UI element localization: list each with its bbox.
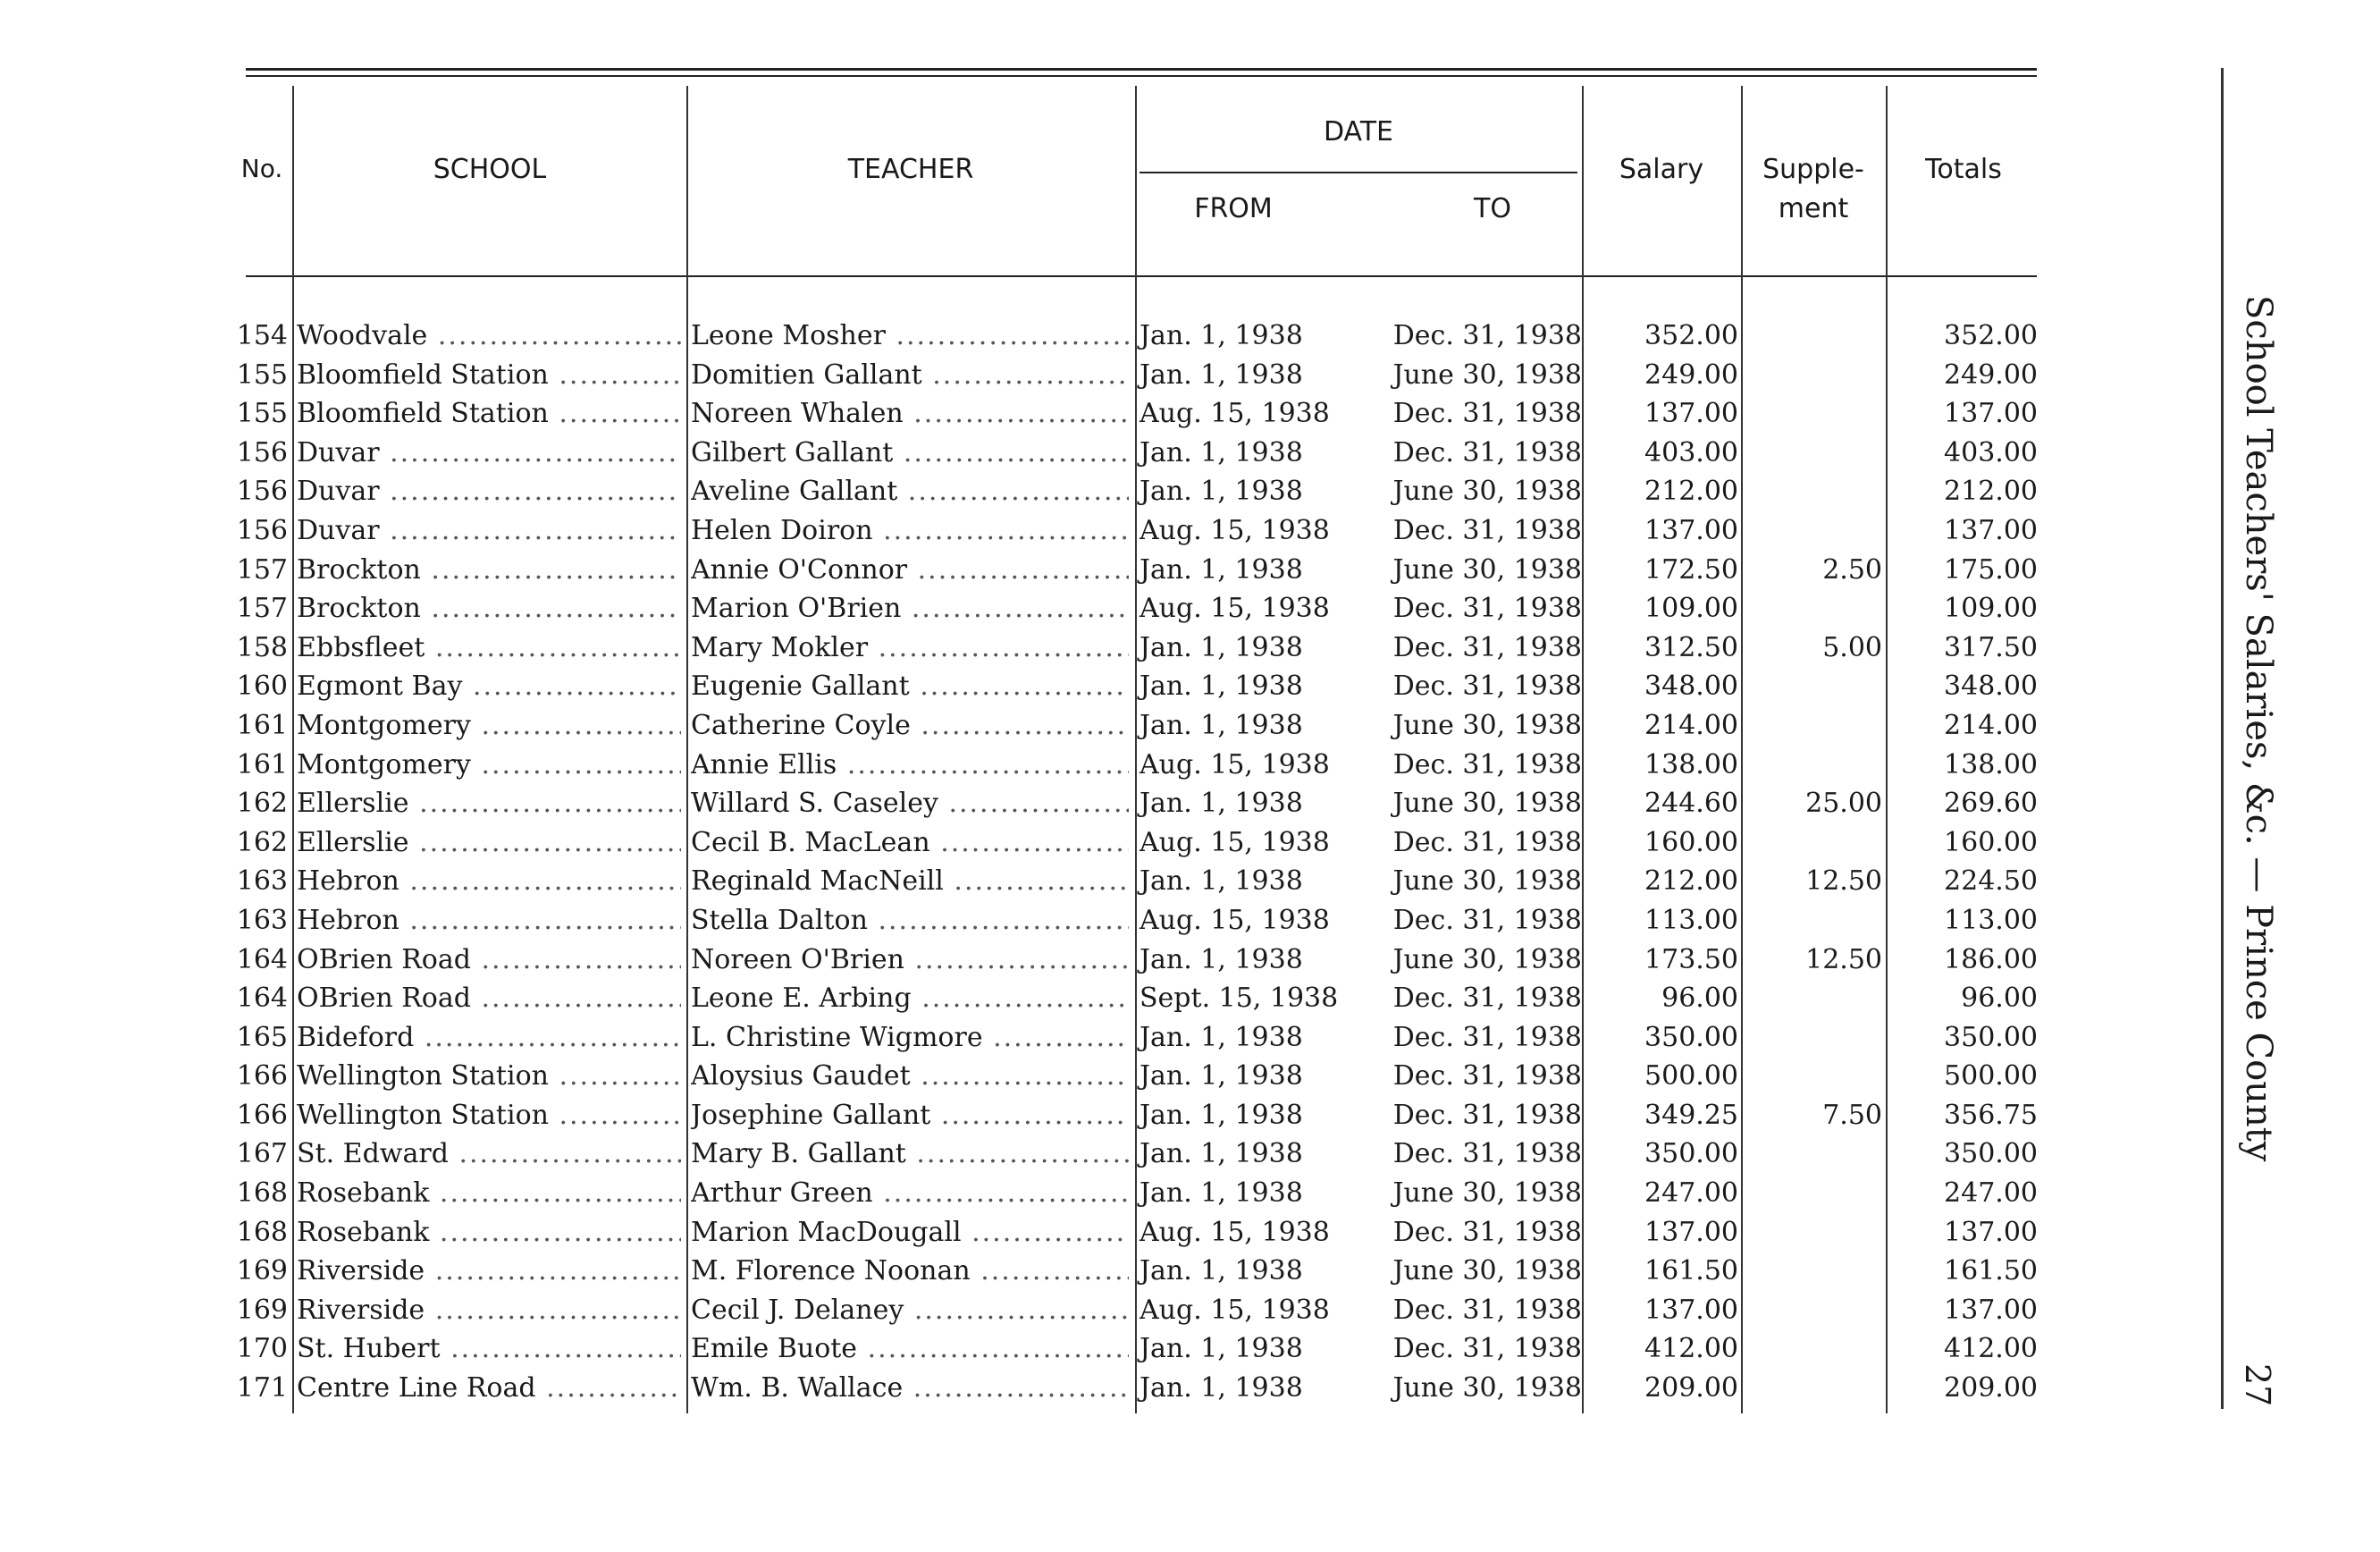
salary-amount: 212.00 xyxy=(1644,476,1738,508)
row-number: 156 xyxy=(236,514,288,546)
teacher-name: Annie Ellis ..... xyxy=(691,746,1129,785)
total-amount: 109.00 xyxy=(1944,593,2038,625)
salary-amount: 109.00 xyxy=(1644,593,1738,625)
date-from: Jan. 1, 1938 xyxy=(1140,1099,1303,1131)
teacher-name: Marion MacDougall ..... xyxy=(691,1213,1129,1253)
date-to: Dec. 31, 1938 xyxy=(1392,1333,1582,1365)
teacher-name: Aloysius Gaudet ..... xyxy=(691,1057,1129,1096)
row-number: 165 xyxy=(236,1021,288,1053)
header-teacher: TEACHER xyxy=(847,154,974,185)
date-from: Jan. 1, 1938 xyxy=(1140,1333,1303,1365)
date-from: Jan. 1, 1938 xyxy=(1140,436,1303,468)
header-no: No. xyxy=(240,154,283,183)
supplement-amount: 5.00 xyxy=(1822,631,1882,663)
side-divider xyxy=(2221,68,2224,1409)
row-number: 169 xyxy=(236,1294,288,1326)
row-number: 155 xyxy=(236,358,288,391)
teacher-name: Eugenie Gallant ..... xyxy=(691,667,1129,706)
date-to: Dec. 31, 1938 xyxy=(1392,593,1582,625)
row-number: 163 xyxy=(236,904,288,936)
school-name: Wellington Station ..... xyxy=(297,1096,681,1135)
date-to: June 30, 1938 xyxy=(1392,1255,1582,1287)
row-number: 162 xyxy=(236,826,288,858)
table-row xyxy=(0,628,2056,668)
date-to: Dec. 31, 1938 xyxy=(1392,1060,1582,1092)
table-row xyxy=(0,940,2056,980)
salary-amount: 247.00 xyxy=(1644,1177,1738,1210)
table-row xyxy=(0,1096,2056,1135)
teacher-name: Annie O'Connor ..... xyxy=(691,551,1129,590)
row-number: 157 xyxy=(236,593,288,625)
salary-amount: 173.50 xyxy=(1644,943,1738,975)
salary-amount: 137.00 xyxy=(1644,514,1738,546)
row-number: 168 xyxy=(236,1177,288,1210)
total-amount: 186.00 xyxy=(1944,943,2038,975)
date-from: Jan. 1, 1938 xyxy=(1140,943,1303,975)
salary-amount: 214.00 xyxy=(1644,709,1738,741)
page-number: 27 xyxy=(2238,1363,2277,1407)
total-amount: 269.60 xyxy=(1944,788,2038,820)
date-from: Jan. 1, 1938 xyxy=(1140,1021,1303,1053)
date-to: Dec. 31, 1938 xyxy=(1392,398,1582,430)
teacher-name: Noreen Whalen ..... xyxy=(691,394,1129,434)
date-from: Jan. 1, 1938 xyxy=(1140,1060,1303,1092)
table-row xyxy=(0,1329,2056,1369)
row-number: 154 xyxy=(236,320,288,351)
salary-amount: 212.00 xyxy=(1644,865,1738,898)
school-name: Woodvale ..... xyxy=(297,316,681,356)
school-name: Hebron ..... xyxy=(297,862,681,901)
table-row xyxy=(0,667,2056,706)
date-to: Dec. 31, 1938 xyxy=(1392,514,1582,546)
salary-amount: 312.50 xyxy=(1644,631,1738,663)
school-name: Centre Line Road ..... xyxy=(297,1369,681,1408)
teacher-name: Cecil B. MacLean ..... xyxy=(691,823,1129,863)
date-from: Aug. 15, 1938 xyxy=(1140,826,1330,858)
date-from: Jan. 1, 1938 xyxy=(1140,553,1303,586)
row-number: 164 xyxy=(236,943,288,975)
total-amount: 138.00 xyxy=(1944,748,2038,780)
school-name: Rosebank ..... xyxy=(297,1174,681,1213)
date-to: Dec. 31, 1938 xyxy=(1392,631,1582,663)
row-number: 171 xyxy=(236,1372,288,1404)
date-to: June 30, 1938 xyxy=(1392,1177,1582,1210)
school-name: St. Edward ..... xyxy=(297,1134,681,1174)
total-amount: 137.00 xyxy=(1944,514,2038,546)
date-to: Dec. 31, 1938 xyxy=(1392,1294,1582,1326)
header-salary: Salary xyxy=(1619,154,1704,185)
supplement-amount: 2.50 xyxy=(1822,553,1882,586)
header-from: FROM xyxy=(1194,193,1273,224)
date-from: Aug. 15, 1938 xyxy=(1140,1216,1330,1248)
salary-amount: 403.00 xyxy=(1644,436,1738,468)
row-number: 163 xyxy=(236,865,288,898)
table-row xyxy=(0,1291,2056,1330)
header-totals: Totals xyxy=(1925,154,2002,185)
teacher-name: L. Christine Wigmore ..... xyxy=(691,1018,1129,1058)
supplement-amount: 12.50 xyxy=(1805,865,1882,898)
table-row xyxy=(0,1018,2056,1058)
table-row xyxy=(0,979,2056,1018)
total-amount: 175.00 xyxy=(1944,553,2038,586)
salary-amount: 349.25 xyxy=(1644,1099,1738,1131)
school-name: Duvar ..... xyxy=(297,434,681,473)
date-from: Jan. 1, 1938 xyxy=(1140,1138,1303,1170)
row-number: 161 xyxy=(236,748,288,780)
total-amount: 352.00 xyxy=(1944,320,2038,351)
total-amount: 209.00 xyxy=(1944,1372,2038,1404)
table-row xyxy=(0,316,2056,356)
date-to: June 30, 1938 xyxy=(1392,553,1582,586)
date-from: Sept. 15, 1938 xyxy=(1140,983,1339,1015)
salary-amount: 137.00 xyxy=(1644,1216,1738,1248)
table-row xyxy=(0,823,2056,863)
date-from: Aug. 15, 1938 xyxy=(1140,514,1330,546)
row-number: 162 xyxy=(236,788,288,820)
row-number: 167 xyxy=(236,1138,288,1170)
school-name: Bideford ..... xyxy=(297,1018,681,1058)
school-name: Bloomfield Station ..... xyxy=(297,356,681,395)
table-row xyxy=(0,746,2056,785)
header-to: TO xyxy=(1474,193,1511,224)
salary-amount: 138.00 xyxy=(1644,748,1738,780)
row-number: 160 xyxy=(236,671,288,703)
teacher-name: Wm. B. Wallace ..... xyxy=(691,1369,1129,1408)
date-to: Dec. 31, 1938 xyxy=(1392,320,1582,351)
teacher-name: Mary Mokler ..... xyxy=(691,628,1129,668)
date-from: Jan. 1, 1938 xyxy=(1140,320,1303,351)
salary-amount: 249.00 xyxy=(1644,358,1738,391)
school-name: Duvar ..... xyxy=(297,472,681,511)
teacher-name: Helen Doiron ..... xyxy=(691,511,1129,551)
total-amount: 412.00 xyxy=(1944,1333,2038,1365)
table-row xyxy=(0,434,2056,473)
date-from: Jan. 1, 1938 xyxy=(1140,709,1303,741)
table-row xyxy=(0,706,2056,746)
date-to: Dec. 31, 1938 xyxy=(1392,1138,1582,1170)
salary-amount: 113.00 xyxy=(1644,904,1738,936)
total-amount: 160.00 xyxy=(1944,826,2038,858)
date-from: Jan. 1, 1938 xyxy=(1140,631,1303,663)
total-amount: 214.00 xyxy=(1944,709,2038,741)
header-school: SCHOOL xyxy=(433,154,547,185)
school-name: OBrien Road ..... xyxy=(297,979,681,1018)
school-name: Rosebank ..... xyxy=(297,1213,681,1253)
date-from: Jan. 1, 1938 xyxy=(1140,1255,1303,1287)
salary-amount: 348.00 xyxy=(1644,671,1738,703)
teacher-name: Marion O'Brien ..... xyxy=(691,589,1129,628)
total-amount: 350.00 xyxy=(1944,1138,2038,1170)
table-row xyxy=(0,901,2056,940)
salary-amount: 96.00 xyxy=(1661,983,1738,1015)
total-amount: 348.00 xyxy=(1944,671,2038,703)
supplement-amount: 25.00 xyxy=(1805,788,1882,820)
teacher-name: Leone E. Arbing ..... xyxy=(691,979,1129,1018)
table-row xyxy=(0,1252,2056,1291)
salary-amount: 412.00 xyxy=(1644,1333,1738,1365)
teacher-name: Arthur Green ..... xyxy=(691,1174,1129,1213)
row-number: 168 xyxy=(236,1216,288,1248)
school-name: Hebron ..... xyxy=(297,901,681,940)
header-supplement-line1: Supple- xyxy=(1762,154,1864,185)
total-amount: 317.50 xyxy=(1944,631,2038,663)
date-from: Jan. 1, 1938 xyxy=(1140,865,1303,898)
teacher-name: Josephine Gallant ..... xyxy=(691,1096,1129,1135)
teacher-name: Noreen O'Brien ..... xyxy=(691,940,1129,980)
date-to: June 30, 1938 xyxy=(1392,709,1582,741)
supplement-amount: 7.50 xyxy=(1822,1099,1882,1131)
total-amount: 356.75 xyxy=(1944,1099,2038,1131)
row-number: 166 xyxy=(236,1099,288,1131)
salary-amount: 137.00 xyxy=(1644,398,1738,430)
total-amount: 249.00 xyxy=(1944,358,2038,391)
school-name: Ebbsfleet ..... xyxy=(297,628,681,668)
table-row xyxy=(0,472,2056,511)
date-to: June 30, 1938 xyxy=(1392,943,1582,975)
total-amount: 247.00 xyxy=(1944,1177,2038,1210)
date-to: Dec. 31, 1938 xyxy=(1392,1099,1582,1131)
row-number: 161 xyxy=(236,709,288,741)
table-row xyxy=(0,551,2056,590)
teacher-name: Emile Buote ..... xyxy=(691,1329,1129,1369)
total-amount: 113.00 xyxy=(1944,904,2038,936)
row-number: 155 xyxy=(236,398,288,430)
date-from: Jan. 1, 1938 xyxy=(1140,1372,1303,1404)
date-to: Dec. 31, 1938 xyxy=(1392,748,1582,780)
top-rule-2 xyxy=(246,75,2037,77)
school-name: Ellerslie ..... xyxy=(297,784,681,823)
table-row xyxy=(0,1057,2056,1096)
school-name: Riverside ..... xyxy=(297,1252,681,1291)
date-to: June 30, 1938 xyxy=(1392,865,1582,898)
salary-amount: 352.00 xyxy=(1644,320,1738,351)
side-title: School Teachers' Salaries, &c. — Prince County xyxy=(2238,295,2279,1162)
teacher-name: Stella Dalton ..... xyxy=(691,901,1129,940)
school-name: Duvar ..... xyxy=(297,511,681,551)
total-amount: 161.50 xyxy=(1944,1255,2038,1287)
row-number: 164 xyxy=(236,983,288,1015)
date-from: Jan. 1, 1938 xyxy=(1140,788,1303,820)
salary-amount: 137.00 xyxy=(1644,1294,1738,1326)
date-from: Aug. 15, 1938 xyxy=(1140,398,1330,430)
date-to: Dec. 31, 1938 xyxy=(1392,671,1582,703)
school-name: Brockton ..... xyxy=(297,551,681,590)
school-name: Brockton ..... xyxy=(297,589,681,628)
date-to: June 30, 1938 xyxy=(1392,788,1582,820)
row-number: 169 xyxy=(236,1255,288,1287)
row-number: 170 xyxy=(236,1333,288,1365)
total-amount: 212.00 xyxy=(1944,476,2038,508)
teacher-name: Mary B. Gallant ..... xyxy=(691,1134,1129,1174)
total-amount: 137.00 xyxy=(1944,1216,2038,1248)
date-to: Dec. 31, 1938 xyxy=(1392,1216,1582,1248)
row-number: 158 xyxy=(236,631,288,663)
date-from: Jan. 1, 1938 xyxy=(1140,671,1303,703)
salary-amount: 350.00 xyxy=(1644,1021,1738,1053)
school-name: Riverside ..... xyxy=(297,1291,681,1330)
table-row xyxy=(0,862,2056,901)
salary-amount: 350.00 xyxy=(1644,1138,1738,1170)
date-to: June 30, 1938 xyxy=(1392,476,1582,508)
teacher-name: Leone Mosher ..... xyxy=(691,316,1129,356)
teacher-name: Catherine Coyle ..... xyxy=(691,706,1129,746)
school-name: Bloomfield Station ..... xyxy=(297,394,681,434)
school-name: Montgomery ..... xyxy=(297,706,681,746)
total-amount: 96.00 xyxy=(1961,983,2038,1015)
salary-amount: 209.00 xyxy=(1644,1372,1738,1404)
school-name: OBrien Road ..... xyxy=(297,940,681,980)
date-to: Dec. 31, 1938 xyxy=(1392,983,1582,1015)
supplement-amount: 12.50 xyxy=(1805,943,1882,975)
teacher-name: Reginald MacNeill ..... xyxy=(691,862,1129,901)
school-name: Montgomery ..... xyxy=(297,746,681,785)
table-row xyxy=(0,1174,2056,1213)
total-amount: 500.00 xyxy=(1944,1060,2038,1092)
table-row xyxy=(0,356,2056,395)
teacher-name: Cecil J. Delaney ..... xyxy=(691,1291,1129,1330)
table-row xyxy=(0,511,2056,551)
row-number: 157 xyxy=(236,553,288,586)
teacher-name: M. Florence Noonan ..... xyxy=(691,1252,1129,1291)
date-to: Dec. 31, 1938 xyxy=(1392,904,1582,936)
date-to: Dec. 31, 1938 xyxy=(1392,1021,1582,1053)
table-body xyxy=(0,316,2056,1408)
date-from: Aug. 15, 1938 xyxy=(1140,904,1330,936)
date-to: Dec. 31, 1938 xyxy=(1392,436,1582,468)
salary-amount: 160.00 xyxy=(1644,826,1738,858)
table-row xyxy=(0,784,2056,823)
salary-amount: 500.00 xyxy=(1644,1060,1738,1092)
teacher-name: Willard S. Caseley ..... xyxy=(691,784,1129,823)
row-number: 166 xyxy=(236,1060,288,1092)
total-amount: 224.50 xyxy=(1944,865,2038,898)
date-divider-rule xyxy=(1140,172,1577,173)
table-row xyxy=(0,589,2056,628)
total-amount: 137.00 xyxy=(1944,1294,2038,1326)
table-row xyxy=(0,1134,2056,1174)
date-from: Jan. 1, 1938 xyxy=(1140,358,1303,391)
date-to: June 30, 1938 xyxy=(1392,358,1582,391)
table-row xyxy=(0,1369,2056,1408)
total-amount: 137.00 xyxy=(1944,398,2038,430)
row-number: 156 xyxy=(236,476,288,508)
date-from: Aug. 15, 1938 xyxy=(1140,593,1330,625)
teacher-name: Gilbert Gallant ..... xyxy=(691,434,1129,473)
total-amount: 350.00 xyxy=(1944,1021,2038,1053)
salary-amount: 161.50 xyxy=(1644,1255,1738,1287)
salary-amount: 244.60 xyxy=(1644,788,1738,820)
top-rule-1 xyxy=(246,68,2037,71)
table-row xyxy=(0,1213,2056,1253)
school-name: Egmont Bay ..... xyxy=(297,667,681,706)
teacher-name: Domitien Gallant ..... xyxy=(691,356,1129,395)
table-row xyxy=(0,394,2056,434)
header-bottom-rule xyxy=(246,275,2037,277)
teacher-name: Aveline Gallant ..... xyxy=(691,472,1129,511)
date-from: Jan. 1, 1938 xyxy=(1140,1177,1303,1210)
school-name: Wellington Station ..... xyxy=(297,1057,681,1096)
school-name: Ellerslie ..... xyxy=(297,823,681,863)
date-from: Aug. 15, 1938 xyxy=(1140,1294,1330,1326)
total-amount: 403.00 xyxy=(1944,436,2038,468)
header-supplement-line2: ment xyxy=(1778,193,1849,224)
row-number: 156 xyxy=(236,436,288,468)
date-to: Dec. 31, 1938 xyxy=(1392,826,1582,858)
date-from: Jan. 1, 1938 xyxy=(1140,476,1303,508)
date-from: Aug. 15, 1938 xyxy=(1140,748,1330,780)
school-name: St. Hubert ..... xyxy=(297,1329,681,1369)
salary-amount: 172.50 xyxy=(1644,553,1738,586)
header-date: DATE xyxy=(1323,116,1394,148)
date-to: June 30, 1938 xyxy=(1392,1372,1582,1404)
